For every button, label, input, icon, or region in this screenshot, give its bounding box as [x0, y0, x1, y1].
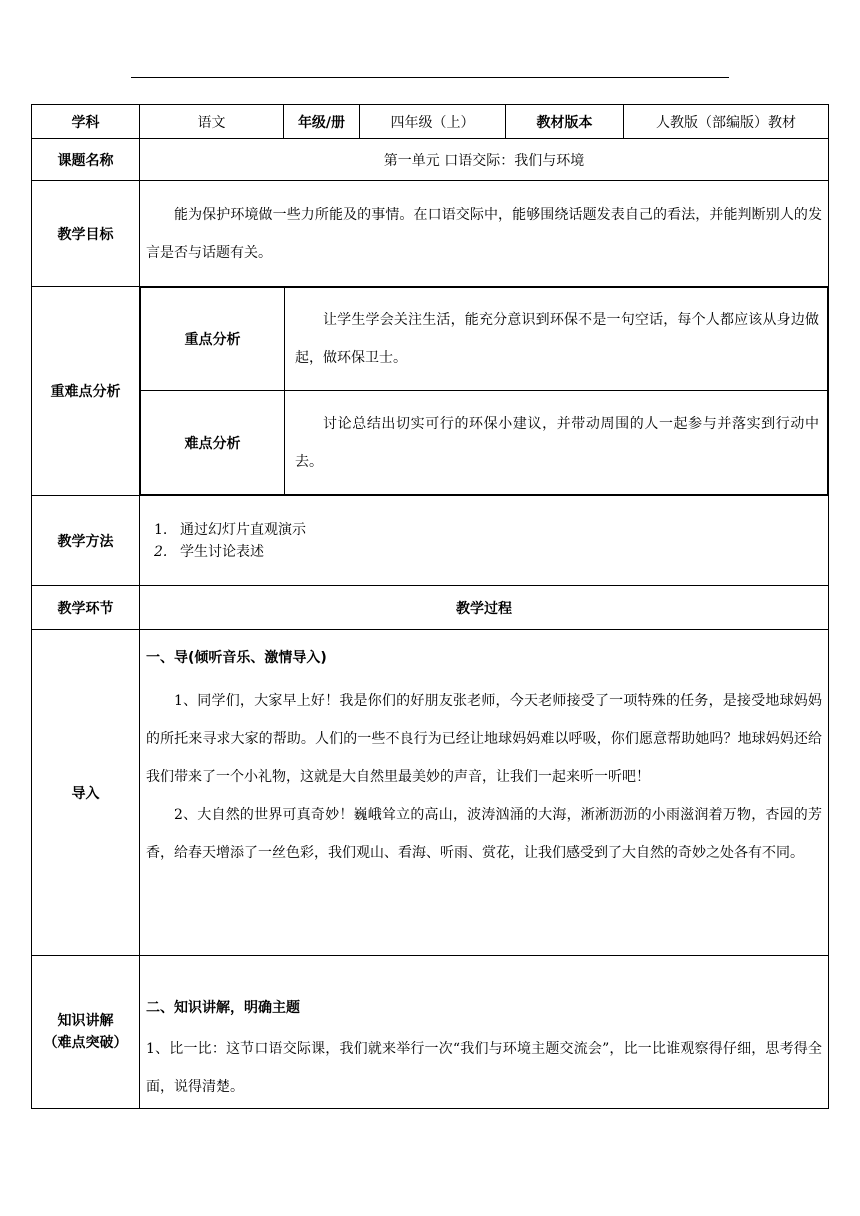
intro-cell	[140, 630, 829, 956]
knowledge-row	[32, 956, 829, 1109]
method-item-text: 学生讨论表述	[180, 543, 264, 560]
grade-value: 四年级（上）	[360, 105, 506, 139]
intro-paragraph-1: 1、同学们，大家早上好！我是你们的好朋友张老师，今天老师接受了一项特殊的任务，是接受地球妈妈的所托来寻求大家的帮助。人们的一些不良行为已经让地球妈妈难以呼吸，你们愿意帮助她吗？地球妈妈还给我们带来了一个小礼物，这就是大自然里最美妙的声音，让我们一起来听一听吧！	[146, 693, 822, 785]
title-row	[32, 139, 829, 181]
intro-row	[32, 630, 829, 956]
lesson-plan-table	[31, 104, 829, 1109]
edition-value: 人教版（部编版）教材	[624, 105, 829, 139]
analysis-subtable	[140, 287, 828, 495]
lesson-title-label: 课题名称	[32, 139, 140, 181]
key-point-label: 重点分析	[141, 288, 285, 391]
teaching-process-label: 教学过程	[140, 586, 829, 630]
lesson-title-value: 第一单元 口语交际：我们与环境	[140, 139, 829, 181]
header-rule	[131, 77, 729, 78]
teaching-step-label: 教学环节	[32, 586, 140, 630]
method-item-number: 1.	[154, 521, 168, 538]
key-point-row	[141, 288, 828, 391]
intro-label: 导入	[32, 630, 140, 956]
goal-label: 教学目标	[32, 181, 140, 287]
method-row	[32, 496, 829, 586]
difficult-point-cell	[285, 391, 828, 495]
knowledge-label-line1: 知识讲解	[57, 1013, 114, 1029]
method-item	[154, 541, 822, 563]
difficult-point-label: 难点分析	[141, 391, 285, 495]
method-label: 教学方法	[32, 496, 140, 586]
knowledge-cell	[140, 956, 829, 1109]
method-item	[154, 519, 822, 541]
intro-heading: 一、导(倾听音乐、激情导入)	[146, 650, 327, 666]
key-point-cell	[285, 288, 828, 391]
analysis-row	[32, 287, 829, 496]
knowledge-label-line2: （难点突破）	[43, 1035, 128, 1051]
knowledge-label	[32, 956, 140, 1109]
method-item-number: 2.	[154, 543, 168, 560]
subject-value: 语文	[140, 105, 284, 139]
edition-label: 教材版本	[506, 105, 624, 139]
intro-paragraph-2: 2、大自然的世界可真奇妙！巍峨耸立的高山，波涛汹涌的大海，淅淅沥沥的小雨滋润着万物，杏园的芳香，给春天增添了一丝色彩，我们观山、看海、听雨、赏花，让我们感受到了大自然的奇妙之处各有不同。	[146, 807, 822, 861]
difficult-point-row	[141, 391, 828, 495]
grade-label: 年级/册	[284, 105, 360, 139]
goal-row	[32, 181, 829, 287]
method-cell	[140, 496, 829, 586]
method-list	[146, 519, 822, 563]
difficult-point-text: 讨论总结出切实可行的环保小建议，并带动周围的人一起参与并落实到行动中去。	[295, 415, 819, 470]
analysis-label: 重难点分析	[32, 287, 140, 496]
knowledge-heading: 二、知识讲解，明确主题	[146, 1000, 300, 1016]
section-header-row	[32, 586, 829, 630]
goal-cell	[140, 181, 829, 287]
key-point-text: 让学生学会关注生活，能充分意识到环保不是一句空话，每个人都应该从身边做起，做环保卫士。	[295, 312, 819, 366]
subject-row	[32, 105, 829, 139]
goal-text: 能为保护环境做一些力所能及的事情。在口语交际中，能够围绕话题发表自己的看法，并能判断别人的发言是否与话题有关。	[146, 206, 822, 261]
subject-label: 学科	[32, 105, 140, 139]
analysis-cell	[140, 287, 829, 496]
method-item-text: 通过幻灯片直观演示	[180, 521, 306, 538]
knowledge-paragraph-1: 1、比一比：这节口语交际课，我们就来举行一次“我们与环境主题交流会”，比一比谁观察得仔细，思考得全面，说得清楚。	[146, 1041, 822, 1095]
